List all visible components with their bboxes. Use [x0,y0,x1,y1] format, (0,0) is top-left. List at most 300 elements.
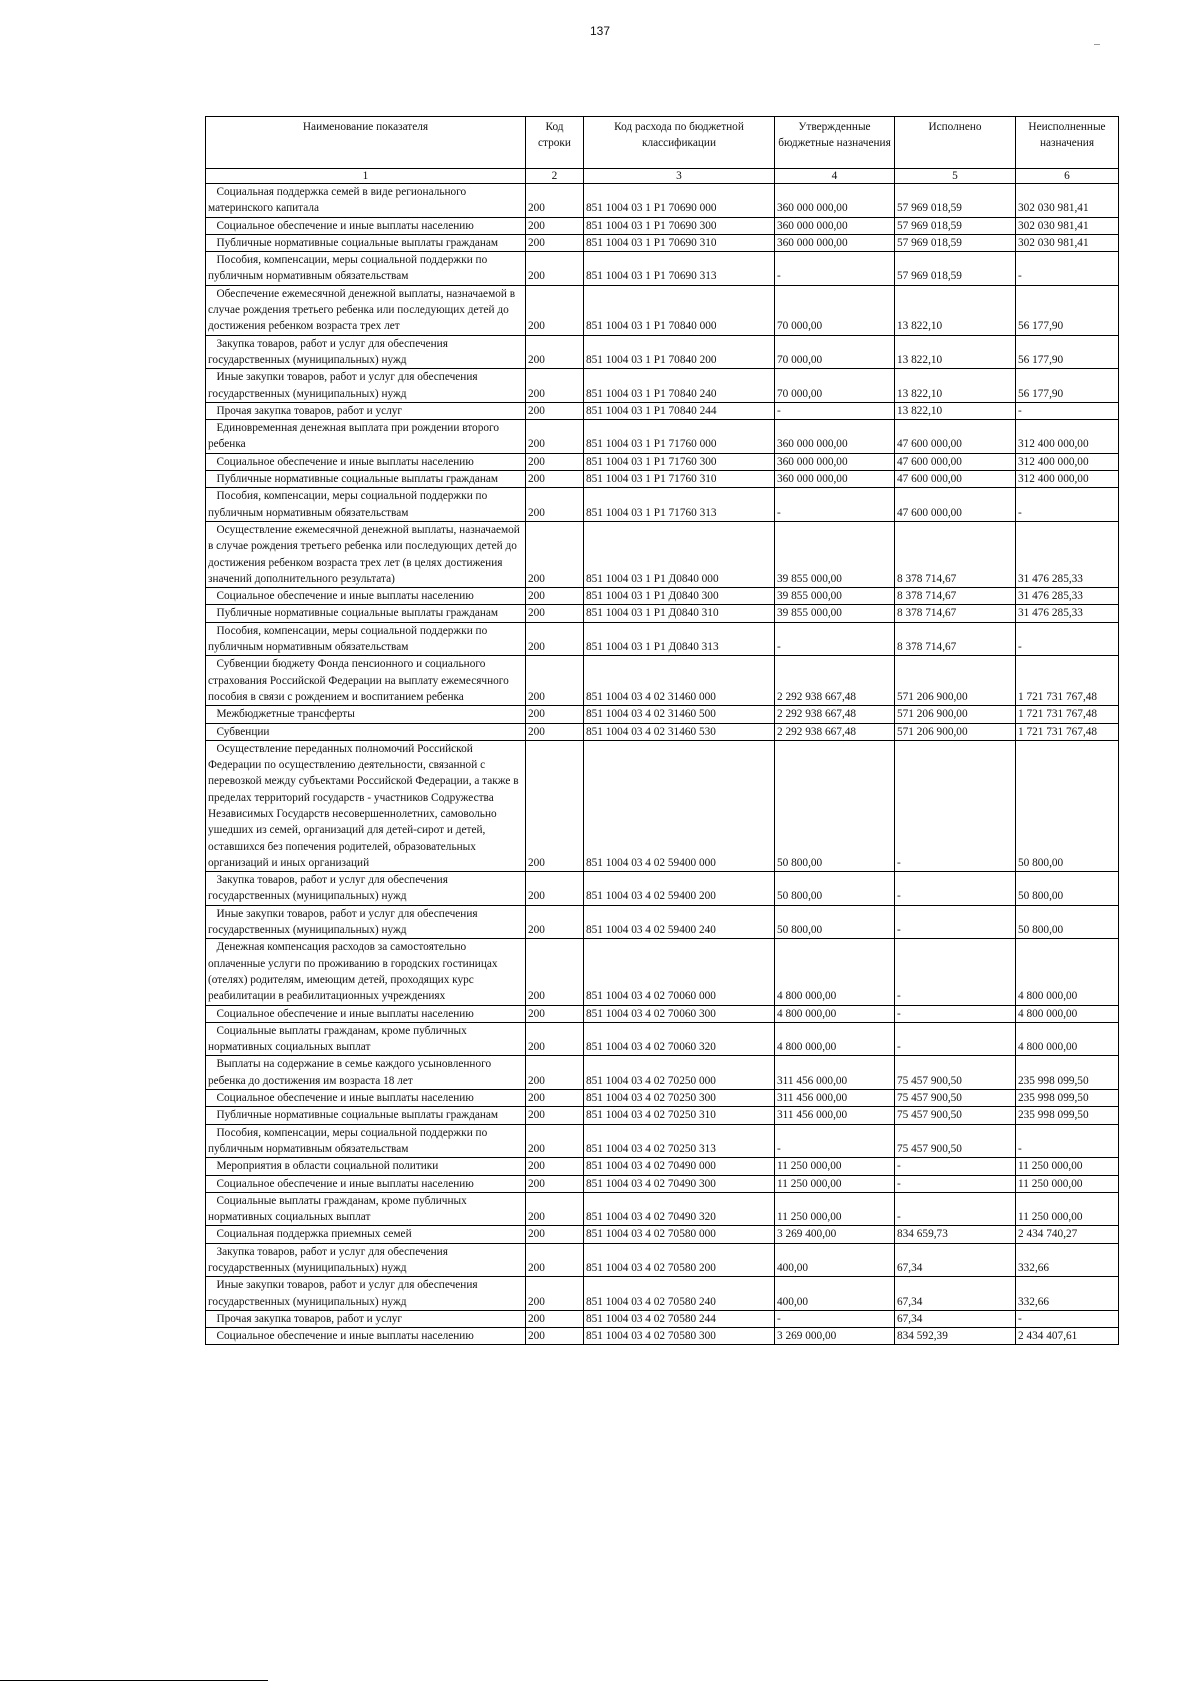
table-row [206,939,1119,1005]
approved-amount-cell: 360 000 000,00 [775,420,895,454]
indicator-name-cell [206,905,526,939]
indicator-name-text: Субвенции бюджету Фонда пенсионного и социального страхования Российской Федерации на выплату ежемесячного пособия в связи с рождением и воспитанием ребенка [208,658,509,703]
approved-amount-cell: 311 456 000,00 [775,1090,895,1107]
approved-amount-cell: 2 292 938 667,48 [775,723,895,740]
approved-amount-cell: 2 292 938 667,48 [775,656,895,706]
approved-amount-cell: 70 000,00 [775,335,895,369]
expense-code-cell: 851 1004 03 1 Р1 70690 300 [584,217,775,234]
unexecuted-amount-cell: 56 177,90 [1016,335,1119,369]
unexecuted-amount-cell: 1 721 731 767,48 [1016,706,1119,723]
line-code-cell: 200 [526,872,584,906]
indicator-name-cell [206,285,526,335]
approved-amount-cell: - [775,622,895,656]
table-row [206,1277,1119,1311]
column-index: 5 [895,169,1016,184]
executed-amount-cell: 47 600 000,00 [895,488,1016,522]
line-code-cell: 200 [526,234,584,251]
table-row [206,1310,1119,1327]
expense-code-cell: 851 1004 03 1 Р1 70840 240 [584,369,775,403]
unexecuted-amount-cell: 11 250 000,00 [1016,1158,1119,1175]
executed-amount-cell: 75 457 900,50 [895,1056,1016,1090]
executed-amount-cell: 57 969 018,59 [895,217,1016,234]
table-row [206,622,1119,656]
approved-amount-cell: 4 800 000,00 [775,1005,895,1022]
unexecuted-amount-cell: 4 800 000,00 [1016,939,1119,1005]
approved-amount-cell: 360 000 000,00 [775,453,895,470]
indicator-name-text: Публичные нормативные социальные выплаты гражданам [216,607,499,620]
executed-amount-cell: 8 378 714,67 [895,622,1016,656]
expense-code-cell: 851 1004 03 4 02 31460 500 [584,706,775,723]
approved-amount-cell: 11 250 000,00 [775,1175,895,1192]
column-index: 6 [1016,169,1119,184]
expense-code-cell: 851 1004 03 4 02 70490 300 [584,1175,775,1192]
indicator-name-cell [206,706,526,723]
indicator-name-cell [206,1090,526,1107]
unexecuted-amount-cell: 312 400 000,00 [1016,420,1119,454]
indicator-name-cell [206,234,526,251]
expense-code-cell: 851 1004 03 4 02 70060 320 [584,1022,775,1056]
line-code-cell: 200 [526,402,584,419]
table-body [206,184,1119,1345]
line-code-cell: 200 [526,369,584,403]
executed-amount-cell: 8 378 714,67 [895,588,1016,605]
table-row [206,252,1119,286]
indicator-name-text: Социальное обеспечение и иные выплаты населению [216,590,474,603]
unexecuted-amount-cell: 31 476 285,33 [1016,521,1119,587]
indicator-name-text: Межбюджетные трансферты [216,708,355,721]
approved-amount-cell: 360 000 000,00 [775,234,895,251]
executed-amount-cell: - [895,905,1016,939]
executed-amount-cell: 47 600 000,00 [895,453,1016,470]
approved-amount-cell: 50 800,00 [775,905,895,939]
unexecuted-amount-cell: 1 721 731 767,48 [1016,656,1119,706]
executed-amount-cell: - [895,1192,1016,1226]
indicator-name-text: Публичные нормативные социальные выплаты гражданам [216,473,499,486]
header-unexecuted: Неисполненные назначения [1016,117,1119,169]
approved-amount-cell: 3 269 000,00 [775,1328,895,1345]
indicator-name-text: Социальное обеспечение и иные выплаты населению [216,455,474,468]
indicator-name-cell [206,488,526,522]
indicator-name-cell [206,252,526,286]
expense-code-cell: 851 1004 03 4 02 70250 313 [584,1124,775,1158]
executed-amount-cell: - [895,1005,1016,1022]
line-code-cell: 200 [526,453,584,470]
line-code-cell: 200 [526,1124,584,1158]
unexecuted-amount-cell: - [1016,1310,1119,1327]
table-row [206,402,1119,419]
expense-code-cell: 851 1004 03 1 Р1 70690 313 [584,252,775,286]
table-row [206,1175,1119,1192]
executed-amount-cell: 67,34 [895,1310,1016,1327]
expense-code-cell: 851 1004 03 4 02 59400 200 [584,872,775,906]
approved-amount-cell: 400,00 [775,1277,895,1311]
indicator-name-text: Иные закупки товаров, работ и услуг для обеспечения государственных (муниципальных) нужд [208,1279,478,1308]
expense-code-cell: 851 1004 03 4 02 70580 300 [584,1328,775,1345]
indicator-name-cell [206,453,526,470]
executed-amount-cell: 13 822,10 [895,369,1016,403]
expense-code-cell: 851 1004 03 4 02 31460 000 [584,656,775,706]
header-approved: Утвержденные бюджетные назначения [775,117,895,169]
expense-code-cell: 851 1004 03 1 Р1 71760 000 [584,420,775,454]
expense-code-cell: 851 1004 03 1 Р1 70840 244 [584,402,775,419]
table-row [206,369,1119,403]
line-code-cell: 200 [526,471,584,488]
expense-code-cell: 851 1004 03 4 02 31460 530 [584,723,775,740]
executed-amount-cell: - [895,1158,1016,1175]
approved-amount-cell: 70 000,00 [775,369,895,403]
unexecuted-amount-cell: 302 030 981,41 [1016,234,1119,251]
indicator-name-text: Пособия, компенсации, меры социальной поддержки по публичным нормативным обязательствам [208,490,488,519]
approved-amount-cell: - [775,1310,895,1327]
line-code-cell: 200 [526,1090,584,1107]
line-code-cell: 200 [526,1022,584,1056]
table-row [206,453,1119,470]
indicator-name-cell [206,521,526,587]
table-row [206,872,1119,906]
executed-amount-cell: 13 822,10 [895,285,1016,335]
indicator-name-cell [206,622,526,656]
unexecuted-amount-cell: 50 800,00 [1016,872,1119,906]
approved-amount-cell: 50 800,00 [775,740,895,871]
column-index: 2 [526,169,584,184]
line-code-cell: 200 [526,184,584,218]
indicator-name-cell [206,588,526,605]
executed-amount-cell: 57 969 018,59 [895,252,1016,286]
unexecuted-amount-cell: 31 476 285,33 [1016,605,1119,622]
footnote-divider [0,1680,268,1681]
unexecuted-amount-cell: 312 400 000,00 [1016,453,1119,470]
approved-amount-cell: 360 000 000,00 [775,217,895,234]
indicator-name-text: Осуществление ежемесячной денежной выплаты, назначаемой в случае рождения третьего ребенка или последующих детей до достижения ребенком возраста трех лет (в целях достижения значений дополнительного результата) [208,523,520,585]
header-expense-code: Код расхода по бюджетной классификации [584,117,775,169]
table-header-row [206,117,1119,169]
executed-amount-cell: 571 206 900,00 [895,706,1016,723]
table-row [206,420,1119,454]
line-code-cell: 200 [526,1226,584,1243]
line-code-cell: 200 [526,420,584,454]
executed-amount-cell: 47 600 000,00 [895,420,1016,454]
indicator-name-text: Прочая закупка товаров, работ и услуг [216,404,403,417]
expense-code-cell: 851 1004 03 1 Р1 70690 000 [584,184,775,218]
table-row [206,588,1119,605]
unexecuted-amount-cell: - [1016,1124,1119,1158]
expense-code-cell: 851 1004 03 4 02 70580 000 [584,1226,775,1243]
table-column-index-row [206,169,1119,184]
indicator-name-text: Социальное обеспечение и иные выплаты населению [216,219,474,232]
indicator-name-text: Иные закупки товаров, работ и услуг для обеспечения государственных (муниципальных) нужд [208,907,478,937]
indicator-name-text: Социальная поддержка семей в виде регионального материнского капитала [208,186,467,215]
table-row [206,285,1119,335]
approved-amount-cell: 50 800,00 [775,872,895,906]
approved-amount-cell: - [775,488,895,522]
expense-code-cell: 851 1004 03 4 02 70580 200 [584,1243,775,1277]
unexecuted-amount-cell: 50 800,00 [1016,905,1119,939]
expense-code-cell: 851 1004 03 1 Р1 Д0840 000 [584,521,775,587]
executed-amount-cell: 57 969 018,59 [895,184,1016,218]
indicator-name-text: Социальная поддержка приемных семей [216,1228,412,1241]
indicator-name-cell [206,740,526,871]
expense-code-cell: 851 1004 03 1 Р1 70690 310 [584,234,775,251]
table-row [206,1226,1119,1243]
expense-code-cell: 851 1004 03 4 02 70490 000 [584,1158,775,1175]
unexecuted-amount-cell: 2 434 407,61 [1016,1328,1119,1345]
approved-amount-cell: 311 456 000,00 [775,1107,895,1124]
executed-amount-cell: 75 457 900,50 [895,1107,1016,1124]
indicator-name-text: Прочая закупка товаров, работ и услуг [216,1312,403,1325]
unexecuted-amount-cell: 50 800,00 [1016,740,1119,871]
table-row [206,1243,1119,1277]
header-line-code: Код строки [526,117,584,169]
executed-amount-cell: 67,34 [895,1243,1016,1277]
indicator-name-text: Социальное обеспечение и иные выплаты населению [216,1092,474,1105]
indicator-name-cell [206,723,526,740]
header-indicator-name: Наименование показателя [206,117,526,169]
table-row [206,521,1119,587]
unexecuted-amount-cell: 31 476 285,33 [1016,588,1119,605]
line-code-cell: 200 [526,588,584,605]
unexecuted-amount-cell: 4 800 000,00 [1016,1005,1119,1022]
approved-amount-cell: 70 000,00 [775,285,895,335]
unexecuted-amount-cell: - [1016,252,1119,286]
indicator-name-text: Закупка товаров, работ и услуг для обеспечения государственных (муниципальных) нужд [208,874,448,903]
indicator-name-cell [206,1022,526,1056]
table-row [206,234,1119,251]
unexecuted-amount-cell: 56 177,90 [1016,285,1119,335]
executed-amount-cell: 57 969 018,59 [895,234,1016,251]
column-index: 1 [206,169,526,184]
expense-code-cell: 851 1004 03 1 Р1 Д0840 313 [584,622,775,656]
executed-amount-cell: - [895,872,1016,906]
line-code-cell: 200 [526,939,584,1005]
unexecuted-amount-cell: 235 998 099,50 [1016,1090,1119,1107]
column-index: 3 [584,169,775,184]
approved-amount-cell: 360 000 000,00 [775,471,895,488]
indicator-name-cell [206,1107,526,1124]
expense-code-cell: 851 1004 03 1 Р1 70840 000 [584,285,775,335]
indicator-name-cell [206,402,526,419]
unexecuted-amount-cell: 332,66 [1016,1277,1119,1311]
indicator-name-text: Публичные нормативные социальные выплаты гражданам [216,236,499,249]
approved-amount-cell: 39 855 000,00 [775,588,895,605]
line-code-cell: 200 [526,605,584,622]
table-row [206,1192,1119,1226]
line-code-cell: 200 [526,1277,584,1311]
table-row [206,184,1119,218]
executed-amount-cell: 8 378 714,67 [895,521,1016,587]
expense-code-cell: 851 1004 03 1 Р1 Д0840 310 [584,605,775,622]
expense-code-cell: 851 1004 03 4 02 70580 240 [584,1277,775,1311]
expense-code-cell: 851 1004 03 1 Р1 70840 200 [584,335,775,369]
table-row [206,1022,1119,1056]
line-code-cell: 200 [526,1175,584,1192]
indicator-name-text: Мероприятия в области социальной политики [216,1160,439,1173]
indicator-name-text: Закупка товаров, работ и услуг для обеспечения государственных (муниципальных) нужд [208,337,448,366]
line-code-cell: 200 [526,521,584,587]
line-code-cell: 200 [526,217,584,234]
indicator-name-text: Публичные нормативные социальные выплаты гражданам [216,1109,499,1122]
indicator-name-text: Выплаты на содержание в семье каждого усыновленного ребенка до достижения им возраста 18 лет [208,1058,492,1087]
table-row [206,217,1119,234]
indicator-name-text: Пособия, компенсации, меры социальной поддержки по публичным нормативным обязательствам [208,1126,488,1155]
expense-code-cell: 851 1004 03 1 Р1 71760 313 [584,488,775,522]
approved-amount-cell: 11 250 000,00 [775,1158,895,1175]
indicator-name-text: Субвенции [216,725,270,738]
line-code-cell: 200 [526,706,584,723]
indicator-name-cell [206,1310,526,1327]
expense-code-cell: 851 1004 03 4 02 70490 320 [584,1192,775,1226]
table-row [206,605,1119,622]
table-row [206,488,1119,522]
executed-amount-cell: - [895,740,1016,871]
unexecuted-amount-cell: 11 250 000,00 [1016,1192,1119,1226]
indicator-name-cell [206,369,526,403]
line-code-cell: 200 [526,1056,584,1090]
unexecuted-amount-cell: 1 721 731 767,48 [1016,723,1119,740]
executed-amount-cell: 834 659,73 [895,1226,1016,1243]
executed-amount-cell: - [895,1175,1016,1192]
scan-mark [1094,44,1100,45]
executed-amount-cell: 8 378 714,67 [895,605,1016,622]
expense-code-cell: 851 1004 03 4 02 70060 000 [584,939,775,1005]
indicator-name-text: Единовременная денежная выплата при рождении второго ребенка [208,422,499,451]
approved-amount-cell: 39 855 000,00 [775,521,895,587]
indicator-name-cell [206,335,526,369]
approved-amount-cell: 4 800 000,00 [775,1022,895,1056]
expense-code-cell: 851 1004 03 1 Р1 Д0840 300 [584,588,775,605]
approved-amount-cell: 4 800 000,00 [775,939,895,1005]
executed-amount-cell: - [895,1022,1016,1056]
executed-amount-cell: 571 206 900,00 [895,723,1016,740]
table-row [206,1158,1119,1175]
unexecuted-amount-cell: - [1016,402,1119,419]
unexecuted-amount-cell: - [1016,622,1119,656]
indicator-name-text: Социальные выплаты гражданам, кроме публичных нормативных социальных выплат [208,1194,467,1224]
table-row [206,335,1119,369]
line-code-cell: 200 [526,723,584,740]
indicator-name-cell [206,1124,526,1158]
line-code-cell: 200 [526,1005,584,1022]
indicator-name-text: Социальное обеспечение и иные выплаты населению [216,1177,474,1190]
indicator-name-text: Социальное обеспечение и иные выплаты населению [216,1007,474,1020]
approved-amount-cell: 311 456 000,00 [775,1056,895,1090]
line-code-cell: 200 [526,622,584,656]
line-code-cell: 200 [526,1243,584,1277]
page-number: 137 [589,24,611,38]
indicator-name-text: Социальное обеспечение и иные выплаты населению [216,1330,474,1343]
approved-amount-cell: 11 250 000,00 [775,1192,895,1226]
expense-code-cell: 851 1004 03 4 02 70250 310 [584,1107,775,1124]
indicator-name-cell [206,1192,526,1226]
indicator-name-cell [206,1175,526,1192]
unexecuted-amount-cell: 302 030 981,41 [1016,217,1119,234]
executed-amount-cell: - [895,939,1016,1005]
unexecuted-amount-cell: 4 800 000,00 [1016,1022,1119,1056]
line-code-cell: 200 [526,740,584,871]
indicator-name-text: Социальные выплаты гражданам, кроме публичных нормативных социальных выплат [208,1024,467,1054]
indicator-name-text: Денежная компенсация расходов за самостоятельно оплаченные услуги по проживанию в городских гостиницах (отелях) родителям, имеющим детей, проходящих курс реабилитации в реабилитационных учреждениях [208,941,498,1003]
indicator-name-cell [206,656,526,706]
indicator-name-cell [206,1328,526,1345]
indicator-name-text: Иные закупки товаров, работ и услуг для обеспечения государственных (муниципальных) нужд [208,371,478,400]
executed-amount-cell: 13 822,10 [895,335,1016,369]
table-row [206,471,1119,488]
indicator-name-text: Осуществление переданных полномочий Российской Федерации по осуществлению деятельности, связанной с перевозкой между субъектами Российской Федерации, а также в пределах территорий государств - участников Содружества Независимых Государств несовершеннолетних, самовольно ушедших из семей, организаций для детей-сирот и детей, оставшихся без попечения родителей, образовательных организаций и иных организаций [208,742,519,869]
indicator-name-cell [206,1056,526,1090]
unexecuted-amount-cell: 56 177,90 [1016,369,1119,403]
expense-code-cell: 851 1004 03 1 Р1 71760 300 [584,453,775,470]
indicator-name-cell [206,217,526,234]
executed-amount-cell: 13 822,10 [895,402,1016,419]
expense-code-cell: 851 1004 03 4 02 70060 300 [584,1005,775,1022]
approved-amount-cell: 2 292 938 667,48 [775,706,895,723]
unexecuted-amount-cell: 302 030 981,41 [1016,184,1119,218]
header-executed: Исполнено [895,117,1016,169]
indicator-name-text: Обеспечение ежемесячной денежной выплаты, назначаемой в случае рождения третьего ребенка или последующих детей до достижения ребенком возраста трех лет [208,287,516,333]
unexecuted-amount-cell: 312 400 000,00 [1016,471,1119,488]
indicator-name-cell [206,184,526,218]
table-row [206,656,1119,706]
line-code-cell: 200 [526,1328,584,1345]
table-row [206,1056,1119,1090]
line-code-cell: 200 [526,252,584,286]
indicator-name-cell [206,420,526,454]
table-row [206,1328,1119,1345]
table-row [206,1124,1119,1158]
indicator-name-text: Закупка товаров, работ и услуг для обеспечения государственных (муниципальных) нужд [208,1245,448,1274]
table-row [206,1005,1119,1022]
executed-amount-cell: 47 600 000,00 [895,471,1016,488]
indicator-name-cell [206,1277,526,1311]
executed-amount-cell: 75 457 900,50 [895,1124,1016,1158]
table-row [206,905,1119,939]
unexecuted-amount-cell: - [1016,488,1119,522]
line-code-cell: 200 [526,905,584,939]
approved-amount-cell: - [775,402,895,419]
line-code-cell: 200 [526,656,584,706]
indicator-name-cell [206,1226,526,1243]
budget-execution-table [205,116,1119,1345]
unexecuted-amount-cell: 2 434 740,27 [1016,1226,1119,1243]
indicator-name-cell [206,872,526,906]
table-row [206,1090,1119,1107]
executed-amount-cell: 834 592,39 [895,1328,1016,1345]
indicator-name-cell [206,939,526,1005]
approved-amount-cell: - [775,1124,895,1158]
unexecuted-amount-cell: 235 998 099,50 [1016,1107,1119,1124]
executed-amount-cell: 75 457 900,50 [895,1090,1016,1107]
line-code-cell: 200 [526,488,584,522]
unexecuted-amount-cell: 11 250 000,00 [1016,1175,1119,1192]
line-code-cell: 200 [526,1107,584,1124]
indicator-name-cell [206,1158,526,1175]
expense-code-cell: 851 1004 03 4 02 70250 300 [584,1090,775,1107]
line-code-cell: 200 [526,1158,584,1175]
line-code-cell: 200 [526,1310,584,1327]
indicator-name-cell [206,471,526,488]
line-code-cell: 200 [526,285,584,335]
table-row [206,706,1119,723]
approved-amount-cell: 360 000 000,00 [775,184,895,218]
expense-code-cell: 851 1004 03 4 02 70580 244 [584,1310,775,1327]
expense-code-cell: 851 1004 03 4 02 70250 000 [584,1056,775,1090]
indicator-name-cell [206,605,526,622]
indicator-name-cell [206,1243,526,1277]
table-row [206,740,1119,871]
line-code-cell: 200 [526,335,584,369]
unexecuted-amount-cell: 332,66 [1016,1243,1119,1277]
expense-code-cell: 851 1004 03 4 02 59400 240 [584,905,775,939]
expense-code-cell: 851 1004 03 4 02 59400 000 [584,740,775,871]
